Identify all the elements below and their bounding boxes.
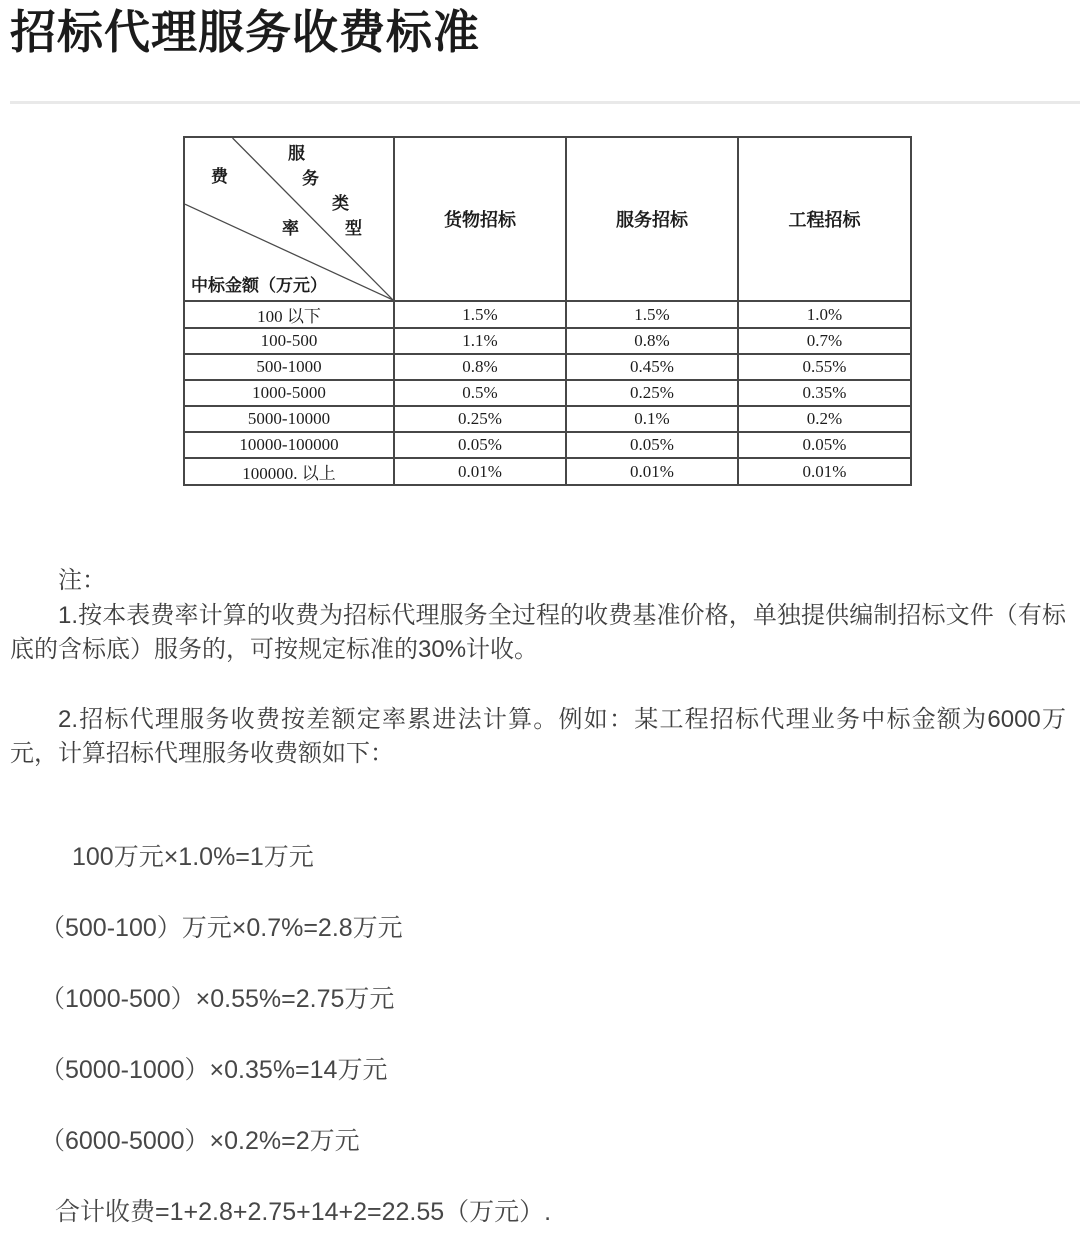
table-row (184, 354, 911, 380)
corner-service-char-3: 类 (332, 194, 349, 213)
calc-line-4: （5000-1000）×0.35%=14万元 (40, 1056, 388, 1084)
row-label: 100000. 以上 (184, 458, 394, 485)
cell-services: 0.45% (566, 354, 738, 380)
table-header-row (184, 137, 911, 301)
cell-goods: 0.5% (394, 380, 566, 406)
cell-goods: 1.1% (394, 328, 566, 354)
row-label: 5000-10000 (184, 406, 394, 432)
cell-engineering: 0.7% (738, 328, 911, 354)
column-header-engineering: 工程招标 (738, 137, 911, 301)
row-label: 100-500 (184, 328, 394, 354)
calculation-section (0, 839, 1080, 1231)
calc-line-1: 100万元×1.0%=1万元 (72, 843, 314, 871)
table-row (184, 432, 911, 458)
cell-goods: 1.5% (394, 301, 566, 328)
cell-engineering: 0.35% (738, 380, 911, 406)
corner-service-char-1: 服 (288, 144, 305, 163)
cell-goods: 0.05% (394, 432, 566, 458)
note-item-1: 1.按本表费率计算的收费为招标代理服务全过程的收费基准价格，单独提供编制招标文件（有标底的含标底）服务的，可按规定标准的30%计收。 (10, 602, 1066, 663)
cell-engineering: 1.0% (738, 301, 911, 328)
row-label: 1000-5000 (184, 380, 394, 406)
column-header-services: 服务招标 (566, 137, 738, 301)
column-header-goods: 货物招标 (394, 137, 566, 301)
cell-services: 0.1% (566, 406, 738, 432)
cell-services: 1.5% (566, 301, 738, 328)
corner-service-char-2: 务 (302, 169, 319, 188)
cell-engineering: 0.05% (738, 432, 911, 458)
title-divider (10, 101, 1080, 104)
cell-services: 0.8% (566, 328, 738, 354)
corner-amount-label: 中标金额（万元） (191, 276, 327, 295)
fee-rate-table (183, 136, 912, 486)
note-item-2: 2.招标代理服务收费按差额定率累进法计算。例如：某工程招标代理业务中标金额为6000万元，计算招标代理服务收费额如下： (10, 706, 1066, 767)
table-row (184, 406, 911, 432)
calc-line-3: （1000-500）×0.55%=2.75万元 (40, 985, 395, 1013)
cell-services: 0.05% (566, 432, 738, 458)
calc-line-2: （500-100）万元×0.7%=2.8万元 (40, 914, 403, 942)
notes-label: 注： (58, 567, 106, 594)
notes-section (0, 562, 1080, 771)
calc-line-5: （6000-5000）×0.2%=2万元 (40, 1127, 360, 1155)
cell-engineering: 0.01% (738, 458, 911, 485)
cell-services: 0.01% (566, 458, 738, 485)
row-label: 500-1000 (184, 354, 394, 380)
corner-rate-char-1: 费 (211, 167, 228, 186)
cell-goods: 0.8% (394, 354, 566, 380)
cell-engineering: 0.2% (738, 406, 911, 432)
table-row (184, 458, 911, 485)
corner-service-char-4: 型 (345, 219, 362, 238)
row-label: 100 以下 (184, 301, 394, 328)
table-row (184, 328, 911, 354)
table-row (184, 301, 911, 328)
page-title: 招标代理服务收费标准 (10, 6, 480, 58)
row-label: 10000-100000 (184, 432, 394, 458)
cell-engineering: 0.55% (738, 354, 911, 380)
corner-rate-char-2: 率 (282, 219, 299, 238)
diagonal-header-cell (184, 137, 394, 301)
cell-services: 0.25% (566, 380, 738, 406)
table-row (184, 380, 911, 406)
cell-goods: 0.01% (394, 458, 566, 485)
calc-total-line: 合计收费=1+2.8+2.75+14+2=22.55（万元）. (55, 1198, 552, 1226)
cell-goods: 0.25% (394, 406, 566, 432)
document-page (0, 6, 1080, 1258)
